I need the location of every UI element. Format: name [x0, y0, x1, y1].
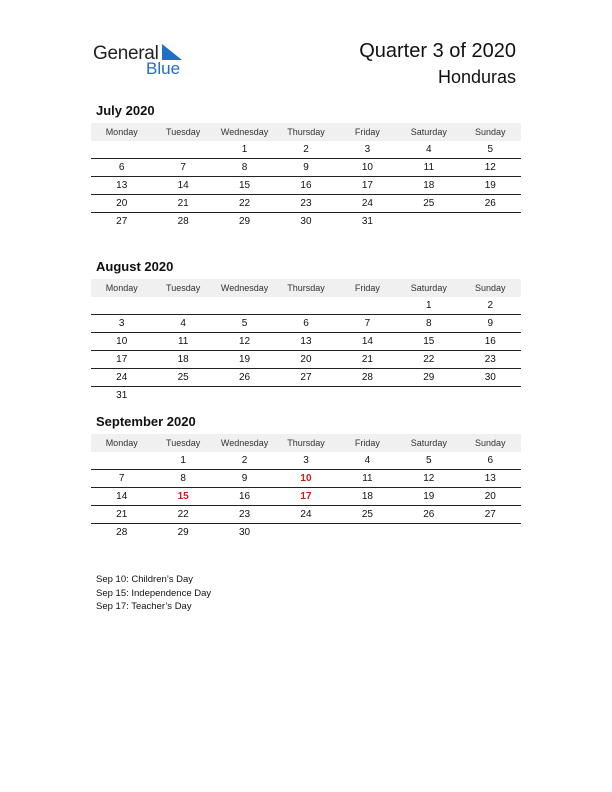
- day-cell: 12: [398, 470, 459, 488]
- day-cell: [91, 141, 152, 159]
- weekday-header: Thursday: [275, 279, 336, 297]
- weekday-header: Wednesday: [214, 434, 275, 452]
- day-cell: 19: [214, 351, 275, 369]
- holiday-note: Sep 10: Children’s Day: [96, 574, 193, 585]
- day-cell: 7: [91, 470, 152, 488]
- day-cell: 20: [91, 195, 152, 213]
- calendar-table: [91, 123, 521, 230]
- week-row: [91, 524, 521, 542]
- day-cell: 4: [398, 141, 459, 159]
- day-cell: 8: [152, 470, 213, 488]
- weekday-header: Tuesday: [152, 123, 213, 141]
- weekday-header: Wednesday: [214, 123, 275, 141]
- day-cell: 27: [275, 369, 336, 387]
- day-cell: 30: [300, 216, 312, 227]
- week-row: [91, 315, 521, 333]
- weekday-header: Monday: [91, 434, 152, 452]
- day-cell: 18: [398, 177, 459, 195]
- day-cell: [275, 387, 336, 405]
- day-cell: 1: [214, 141, 275, 159]
- generalblue-logo: [93, 40, 193, 80]
- week-row: [91, 369, 521, 387]
- day-cell: 2: [460, 297, 521, 315]
- day-cell: 19: [460, 177, 521, 195]
- weekday-header: Tuesday: [152, 434, 213, 452]
- month-september: [91, 414, 521, 541]
- day-cell: [152, 387, 213, 405]
- day-cell: 9: [460, 315, 521, 333]
- day-cell: 23: [275, 195, 336, 213]
- weekday-header: Saturday: [398, 123, 459, 141]
- day-cell: 5: [398, 452, 459, 470]
- day-cell: [214, 387, 275, 405]
- day-cell: 16: [275, 177, 336, 195]
- day-cell: 20: [275, 351, 336, 369]
- day-cell: 17: [275, 488, 336, 506]
- day-cell: 21: [91, 506, 152, 524]
- month-title: September 2020: [96, 414, 196, 429]
- holiday-note: Sep 15: Independence Day: [96, 587, 212, 599]
- day-cell: [460, 213, 521, 231]
- day-cell: 3: [91, 315, 152, 333]
- day-cell: [91, 452, 152, 470]
- day-cell: 6: [275, 315, 336, 333]
- day-cell: 6: [91, 159, 152, 177]
- day-cell: 18: [337, 488, 398, 506]
- week-row: [91, 159, 521, 177]
- calendar-table: [91, 279, 521, 404]
- day-cell: [398, 213, 459, 231]
- weekday-header: Thursday: [275, 123, 336, 141]
- day-cell: [152, 297, 213, 315]
- month-august: [91, 259, 521, 404]
- day-cell: 7: [152, 159, 213, 177]
- day-cell: 15: [398, 333, 459, 351]
- week-row: [91, 351, 521, 369]
- day-cell: [275, 297, 336, 315]
- day-cell: 13: [91, 177, 152, 195]
- day-cell: 30: [238, 527, 251, 538]
- calendar-table: [91, 434, 521, 541]
- day-cell: 10: [275, 470, 336, 488]
- week-row: [91, 506, 521, 524]
- holiday-notes: [96, 573, 211, 614]
- page-title: Quarter 3 of 2020: [359, 40, 516, 62]
- day-cell: 31: [116, 390, 128, 401]
- weekday-header: Saturday: [398, 279, 459, 297]
- day-cell: 26: [398, 506, 459, 524]
- day-cell: 18: [152, 351, 213, 369]
- day-cell: 23: [214, 506, 275, 524]
- day-cell: 1: [152, 452, 213, 470]
- day-cell: 29: [238, 216, 251, 227]
- day-cell: 10: [337, 159, 398, 177]
- day-cell: 3: [275, 452, 336, 470]
- day-cell: 21: [152, 195, 213, 213]
- day-cell: 28: [116, 527, 128, 538]
- weekday-header: Monday: [91, 123, 152, 141]
- weekday-header: Thursday: [275, 434, 336, 452]
- day-cell: 16: [214, 488, 275, 506]
- day-cell: 11: [398, 159, 459, 177]
- day-cell: 28: [177, 216, 189, 227]
- weekday-header: Saturday: [398, 434, 459, 452]
- weekday-header: Wednesday: [214, 279, 275, 297]
- day-cell: 13: [460, 470, 521, 488]
- week-row: [91, 141, 521, 159]
- day-cell: [398, 524, 459, 542]
- day-cell: 4: [337, 452, 398, 470]
- day-cell: 8: [398, 315, 459, 333]
- day-cell: [398, 387, 459, 405]
- weekday-header: Sunday: [460, 434, 521, 452]
- weekday-header: Friday: [337, 279, 398, 297]
- week-row: [91, 333, 521, 351]
- month-july: [91, 103, 521, 230]
- weekday-header: Monday: [91, 279, 152, 297]
- day-cell: 24: [91, 369, 152, 387]
- month-title: July 2020: [96, 103, 155, 118]
- week-row: [91, 213, 521, 231]
- day-cell: 5: [214, 315, 275, 333]
- day-cell: 15: [214, 177, 275, 195]
- day-cell: 15: [152, 488, 213, 506]
- day-cell: 23: [460, 351, 521, 369]
- day-cell: 5: [460, 141, 521, 159]
- day-cell: 8: [214, 159, 275, 177]
- weekday-header: Tuesday: [152, 279, 213, 297]
- week-row: [91, 177, 521, 195]
- day-cell: 25: [398, 195, 459, 213]
- weekday-header: Sunday: [460, 123, 521, 141]
- day-cell: 14: [337, 333, 398, 351]
- day-cell: 22: [214, 195, 275, 213]
- day-cell: 29: [398, 369, 459, 387]
- day-cell: [214, 297, 275, 315]
- day-cell: 28: [337, 369, 398, 387]
- day-cell: 22: [152, 506, 213, 524]
- day-cell: 1: [398, 297, 459, 315]
- month-title: August 2020: [96, 259, 174, 274]
- day-cell: 2: [214, 452, 275, 470]
- day-cell: 31: [361, 216, 373, 227]
- day-cell: 19: [398, 488, 459, 506]
- day-cell: 2: [275, 141, 336, 159]
- day-cell: 25: [152, 369, 213, 387]
- day-cell: 13: [275, 333, 336, 351]
- day-cell: 10: [91, 333, 152, 351]
- day-cell: 9: [275, 159, 336, 177]
- day-cell: 11: [337, 470, 398, 488]
- day-cell: 22: [398, 351, 459, 369]
- day-cell: [337, 524, 398, 542]
- day-cell: [460, 524, 521, 542]
- week-row: [91, 297, 521, 315]
- day-cell: 24: [337, 195, 398, 213]
- day-cell: [460, 387, 521, 405]
- day-cell: 14: [152, 177, 213, 195]
- day-cell: 6: [460, 452, 521, 470]
- week-row: [91, 452, 521, 470]
- day-cell: 29: [177, 527, 189, 538]
- day-cell: 25: [337, 506, 398, 524]
- logo-blue-text: Blue: [146, 59, 181, 78]
- week-row: [91, 470, 521, 488]
- day-cell: 26: [214, 369, 275, 387]
- day-cell: 14: [91, 488, 152, 506]
- day-cell: 21: [337, 351, 398, 369]
- day-cell: 12: [460, 159, 521, 177]
- day-cell: 30: [460, 369, 521, 387]
- day-cell: 9: [214, 470, 275, 488]
- day-cell: [337, 387, 398, 405]
- logo-general-text: General: [93, 43, 159, 64]
- day-cell: 7: [337, 315, 398, 333]
- day-cell: 17: [91, 351, 152, 369]
- day-cell: 27: [116, 216, 128, 227]
- country-name: Honduras: [437, 67, 516, 87]
- weekday-header: Sunday: [460, 279, 521, 297]
- day-cell: 16: [460, 333, 521, 351]
- day-cell: [275, 524, 336, 542]
- day-cell: 3: [337, 141, 398, 159]
- day-cell: 27: [460, 506, 521, 524]
- day-cell: 17: [337, 177, 398, 195]
- day-cell: 20: [460, 488, 521, 506]
- day-cell: 26: [460, 195, 521, 213]
- weekday-header: Friday: [337, 434, 398, 452]
- day-cell: 4: [152, 315, 213, 333]
- day-cell: [337, 297, 398, 315]
- day-cell: 11: [152, 333, 213, 351]
- weekday-header: Friday: [337, 123, 398, 141]
- day-cell: 12: [214, 333, 275, 351]
- week-row: [91, 488, 521, 506]
- day-cell: 24: [275, 506, 336, 524]
- week-row: [91, 387, 521, 405]
- day-cell: [152, 141, 213, 159]
- day-cell: [91, 297, 152, 315]
- week-row: [91, 195, 521, 213]
- holiday-note: Sep 17: Teacher’s Day: [96, 601, 192, 612]
